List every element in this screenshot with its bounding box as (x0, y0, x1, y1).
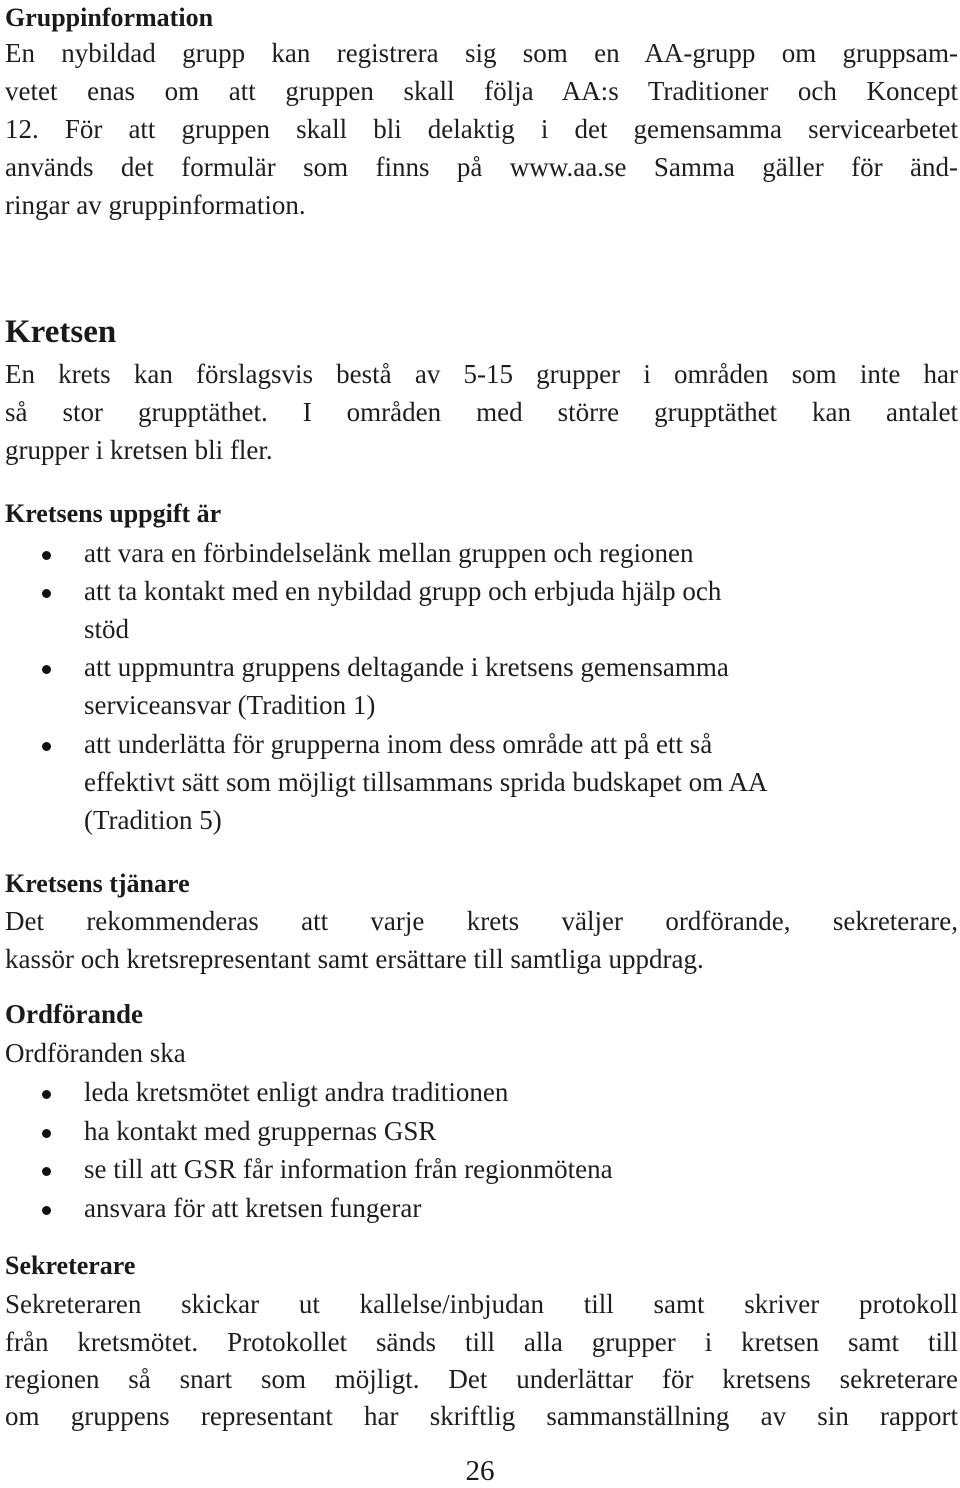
bullet-dot (42, 1167, 51, 1176)
paragraph-line: från kretsmötet. Protokollet sänds till alla grupper i kretsen samt till (5, 1327, 958, 1357)
bullet-item-continuation: serviceansvar (Tradition 1) (84, 690, 376, 720)
paragraph-line: ringar av gruppinformation. (5, 190, 306, 220)
paragraph-line: används det formulär som finns på www.aa.se Samma gäller för änd- (5, 152, 958, 182)
bullet-dot (42, 1206, 51, 1215)
paragraph-line: om gruppens representant har skriftlig sammanställning av sin rapport (5, 1401, 958, 1431)
bullet-dot (42, 1129, 51, 1138)
bullet-item: att uppmuntra gruppens deltagande i kretsens gemensamma (84, 652, 729, 682)
intro-line: Ordföranden ska (5, 1038, 186, 1068)
paragraph-line: regionen så snart som möjligt. Det underlättar för kretsens sekreterare (5, 1364, 958, 1394)
paragraph-line: grupper i kretsen bli fler. (5, 435, 273, 465)
paragraph-line: En krets kan förslagsvis bestå av 5-15 grupper i områden som inte har (5, 359, 958, 389)
paragraph-line: Sekreteraren skickar ut kallelse/inbjudan till samt skriver protokoll (5, 1289, 958, 1319)
bullet-dot (42, 742, 51, 751)
paragraph-line: vetet enas om att gruppen skall följa AA:s Traditioner och Koncept (5, 76, 958, 106)
bullet-item: att vara en förbindelselänk mellan gruppen och regionen (84, 538, 694, 568)
bullet-item-continuation: stöd (84, 614, 130, 644)
bullet-item: att underlätta för grupperna inom dess område att på ett så (84, 729, 713, 759)
section-heading-kretsens-tjanare: Kretsens tjänare (5, 869, 190, 898)
bullet-item: ansvara för att kretsen fungerar (84, 1193, 422, 1223)
bullet-dot (42, 1090, 51, 1099)
section-heading-gruppinformation: Gruppinformation (5, 3, 214, 32)
bullet-dot (42, 551, 51, 560)
bullet-dot (42, 665, 51, 674)
bullet-item-continuation: effektivt sätt som möjligt tillsammans sprida budskapet om AA (84, 767, 768, 797)
section-heading-kretsens-uppgift: Kretsens uppgift är (5, 499, 222, 528)
bullet-item: leda kretsmötet enligt andra traditionen (84, 1077, 509, 1107)
section-heading-ordforande: Ordförande (5, 999, 143, 1029)
bullet-item-continuation: (Tradition 5) (84, 805, 222, 835)
section-heading-sekreterare: Sekreterare (5, 1251, 136, 1280)
bullet-item: se till att GSR får information från regionmötena (84, 1154, 613, 1184)
paragraph-line: kassör och kretsrepresentant samt ersättare till samtliga uppdrag. (5, 944, 704, 974)
bullet-item: ha kontakt med gruppernas GSR (84, 1116, 437, 1146)
section-heading-kretsen: Kretsen (5, 314, 117, 350)
bullet-dot (42, 589, 51, 598)
paragraph-line: så stor grupptäthet. I områden med större grupptäthet kan antalet (5, 397, 958, 427)
page-number: 26 (465, 1455, 495, 1487)
paragraph-line: 12. För att gruppen skall bli delaktig i det gemensamma servicearbetet (5, 114, 958, 144)
bullet-item: att ta kontakt med en nybildad grupp och erbjuda hjälp och (84, 576, 722, 606)
paragraph-line: En nybildad grupp kan registrera sig som en AA-grupp om gruppsam- (5, 38, 958, 68)
paragraph-line: Det rekommenderas att varje krets väljer ordförande, sekreterare, (5, 906, 958, 936)
